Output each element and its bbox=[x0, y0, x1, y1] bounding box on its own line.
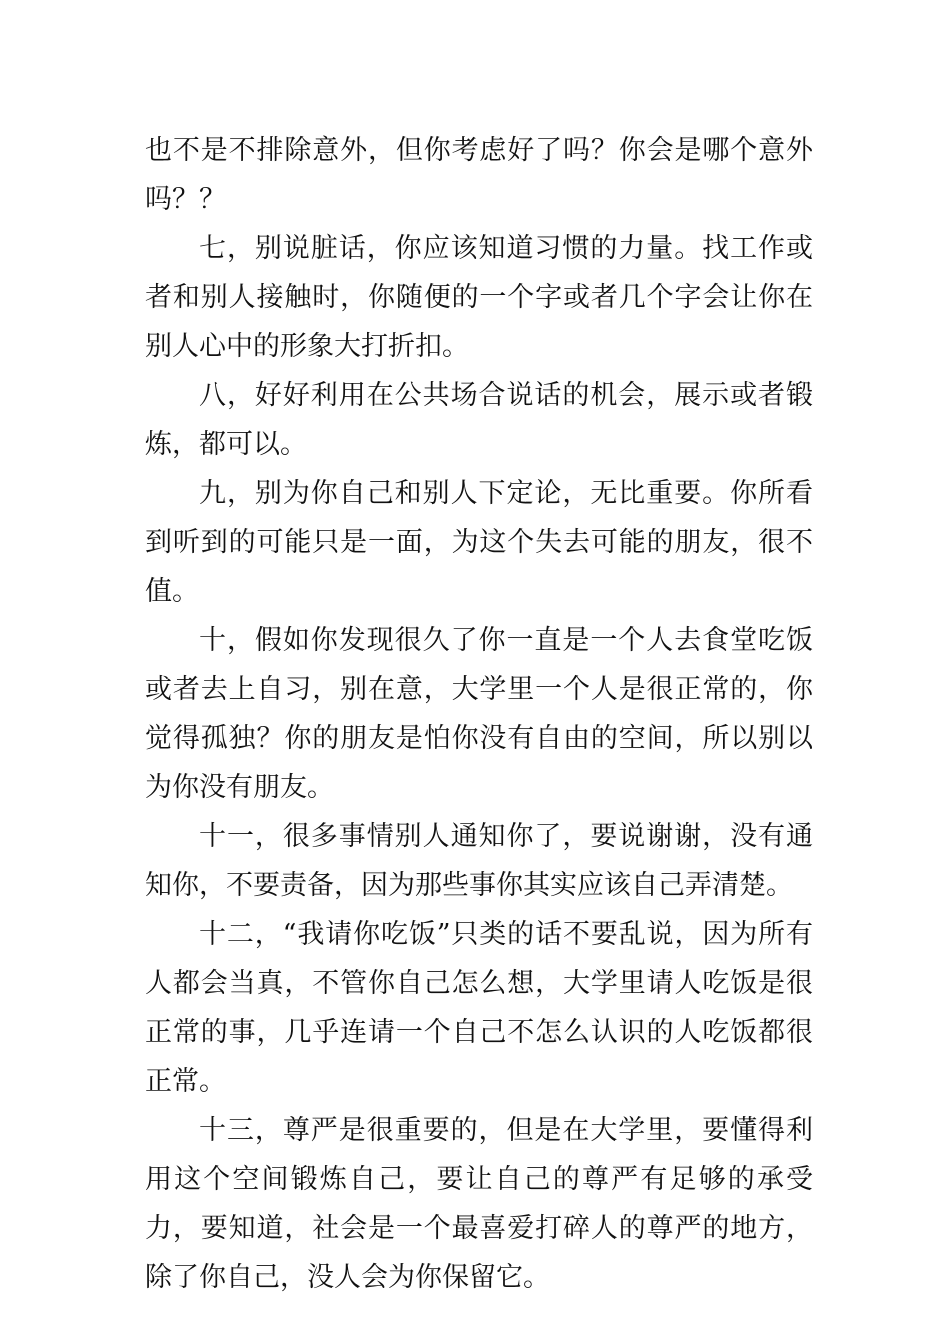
paragraph-item-7: 七，别说脏话，你应该知道习惯的力量。找工作或者和别人接触时，你随便的一个字或者几个字会让你在别人心中的形象大打折扣。 bbox=[145, 233, 813, 362]
paragraph-item-10: 十，假如你发现很久了你一直是一个人去食堂吃饭或者去上自习，别在意，大学里一个人是很正常的，你觉得孤独？你的朋友是怕你没有自由的空间，所以别以为你没有朋友。 bbox=[145, 625, 813, 803]
paragraph-item-13: 十三，尊严是很重要的，但是在大学里，要懂得利用这个空间锻炼自己，要让自己的尊严有足够的承受力，要知道，社会是一个最喜爱打碎人的尊严的地方，除了你自己，没人会为你保留它。 bbox=[145, 1115, 813, 1293]
paragraph-continuation: 也不是不排除意外，但你考虑好了吗？你会是哪个意外吗？？ bbox=[145, 135, 813, 215]
paragraph-item-12: 十二，“我请你吃饭”只类的话不要乱说，因为所有人都会当真，不管你自己怎么想，大学里请人吃饭是很正常的事，几乎连请一个自己不怎么认识的人吃饭都很正常。 bbox=[145, 919, 813, 1097]
paragraph-item-9: 九，别为你自己和别人下定论，无比重要。你所看到听到的可能只是一面，为这个失去可能的朋友，很不值。 bbox=[145, 478, 813, 607]
paragraph-item-11: 十一，很多事情别人通知你了，要说谢谢，没有通知你，不要责备，因为那些事你其实应该自己弄清楚。 bbox=[145, 821, 813, 901]
document-body bbox=[145, 126, 813, 1302]
paragraph-item-8: 八，好好利用在公共场合说话的机会，展示或者锻炼，都可以。 bbox=[145, 380, 813, 460]
